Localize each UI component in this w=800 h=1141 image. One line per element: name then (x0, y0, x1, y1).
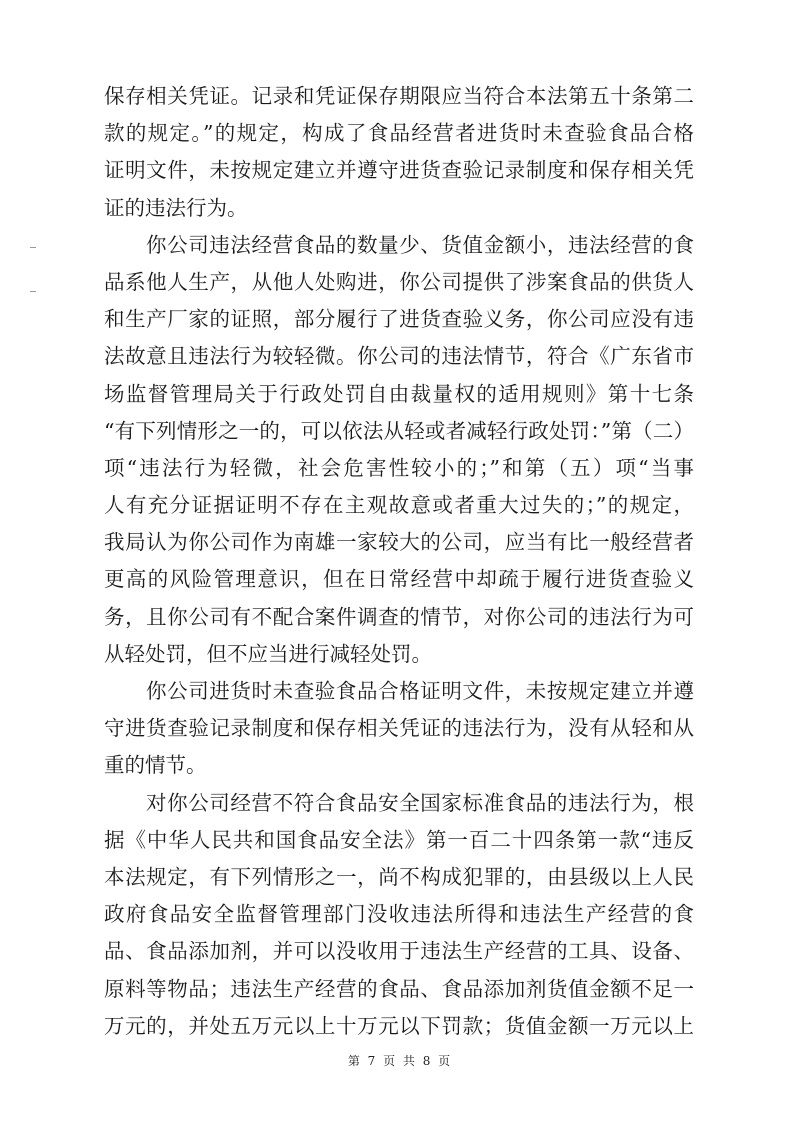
text-line: 保存相关凭证。记录和凭证保存期限应当符合本法第五十条第二 (104, 84, 694, 108)
text-line: “有下列情形之一的，可以依法从轻或者减轻行政处罚：”第（二） (104, 418, 694, 443)
paragraph (104, 78, 694, 227)
text-line: 证明文件，未按规定建立并遵守进货查验记录制度和保存相关凭 (104, 158, 694, 183)
text-line: 万元的，并处五万元以上十万元以下罚款；货值金额一万元以上 (104, 1013, 694, 1038)
paragraph (104, 785, 694, 1045)
text-line: 务，且你公司有不配合案件调查的情节，对你公司的违法行为可 (104, 604, 694, 629)
text-line: 场监督管理局关于行政处罚自由裁量权的适用规则》第十七条 (104, 381, 694, 406)
paragraph (104, 227, 694, 673)
text-line: 本法规定，有下列情形之一，尚不构成犯罪的，由县级以上人民 (104, 864, 694, 889)
margin-mark (30, 291, 36, 292)
page-footer: 第 7 页 共 8 页 (347, 1054, 453, 1068)
text-line: 你公司违法经营食品的数量少、货值金额小，违法经营的食 (146, 232, 694, 257)
text-line: 从轻处罚，但不应当进行减轻处罚。 (104, 641, 432, 666)
text-line: 政府食品安全监督管理部门没收违法所得和违法生产经营的食 (104, 902, 694, 927)
text-line: 守进货查验记录制度和保存相关凭证的违法行为，没有从轻和从 (104, 716, 694, 741)
paragraph (104, 673, 694, 785)
text-line: 品、食品添加剂，并可以没收用于违法生产经营的工具、设备、 (104, 939, 694, 964)
margin-mark (30, 247, 36, 248)
text-line: 和生产厂家的证照，部分履行了进货查验义务，你公司应没有违 (104, 307, 694, 332)
text-line: 证的违法行为。 (104, 195, 248, 220)
text-line: 对你公司经营不符合食品安全国家标准食品的违法行为，根 (146, 790, 694, 815)
text-line: 款的规定。”的规定，构成了食品经营者进货时未查验食品合格 (104, 121, 694, 146)
text-line: 项“违法行为轻微，社会危害性较小的；”和第（五）项“当事 (104, 455, 694, 480)
text-line: 法故意且违法行为较轻微。你公司的违法情节，符合《广东省市 (104, 344, 694, 369)
text-line: 更高的风险管理意识，但在日常经营中却疏于履行进货查验义 (104, 567, 694, 592)
text-line: 人有充分证据证明不存在主观故意或者重大过失的；”的规定， (104, 493, 694, 518)
text-line: 你公司进货时未查验食品合格证明文件，未按规定建立并遵 (146, 679, 694, 703)
text-line: 品系他人生产，从他人处购进，你公司提供了涉案食品的供货人 (104, 269, 694, 294)
text-line: 据《中华人民共和国食品安全法》第一百二十四条第一款“违反 (104, 827, 694, 852)
text-line: 重的情节。 (104, 753, 207, 778)
text-line: 我局认为你公司作为南雄一家较大的公司，应当有比一般经营者 (104, 530, 694, 555)
document-body (104, 78, 694, 1045)
text-line: 原料等物品；违法生产经营的食品、食品添加剂货值金额不足一 (104, 976, 694, 1001)
